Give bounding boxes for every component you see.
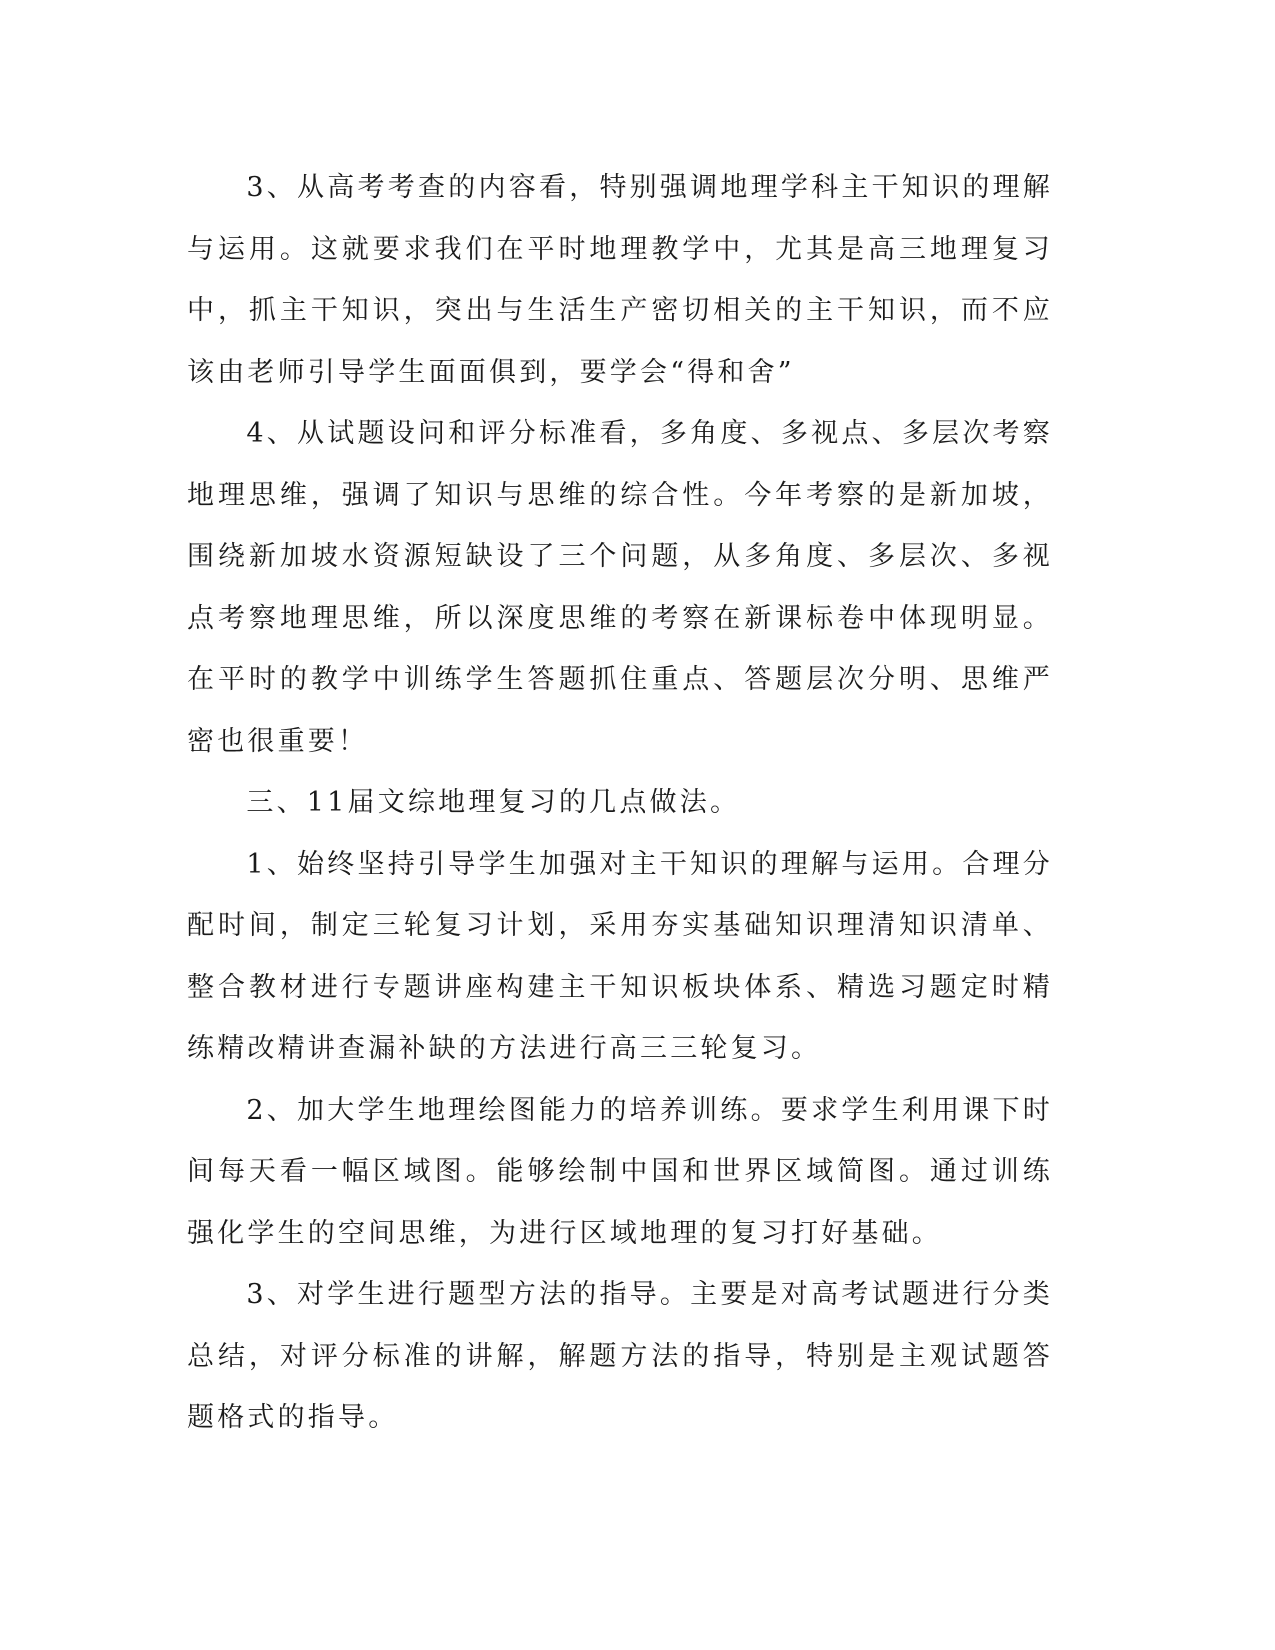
paragraph-point-4-question-design: 4、从试题设问和评分标准看，多角度、多视点、多层次考察地理思维，强调了知识与思维的综合性。今年考察的是新加坡，围绕新加坡水资源短缺设了三个问题，从多角度、多层次、多视点考察地理思维，所以深度思维的考察在新课标卷中体现明显。在平时的教学中训练学生答题抓住重点、答题层次分明、思维严密也很重要！: [187, 418, 1053, 757]
document-body: [187, 157, 1053, 1449]
paragraph-method-2-map-drawing: 2、加大学生地理绘图能力的培养训练。要求学生利用课下时间每天看一幅区域图。能够绘制中国和世界区域简图。通过训练强化学生的空间思维，为进行区域地理的复习打好基础。: [187, 1094, 1053, 1249]
section-heading-review-methods: 三、11届文综地理复习的几点做法。: [246, 787, 741, 818]
paragraph-method-3-question-types: 3、对学生进行题型方法的指导。主要是对高考试题进行分类总结，对评分标准的讲解，解题方法的指导，特别是主观试题答题格式的指导。: [187, 1279, 1053, 1433]
paragraph-point-3-exam-content: 3、从高考考查的内容看，特别强调地理学科主干知识的理解与运用。这就要求我们在平时地理教学中，尤其是高三地理复习中，抓主干知识，突出与生活生产密切相关的主干知识，而不应该由老师引导学生面面俱到，要学会“得和舍”: [187, 172, 1053, 388]
paragraph-method-1-core-knowledge: 1、始终坚持引导学生加强对主干知识的理解与运用。合理分配时间，制定三轮复习计划，采用夯实基础知识理清知识清单、整合教材进行专题讲座构建主干知识板块体系、精选习题定时精练精改精讲查漏补缺的方法进行高三三轮复习。: [187, 848, 1053, 1064]
